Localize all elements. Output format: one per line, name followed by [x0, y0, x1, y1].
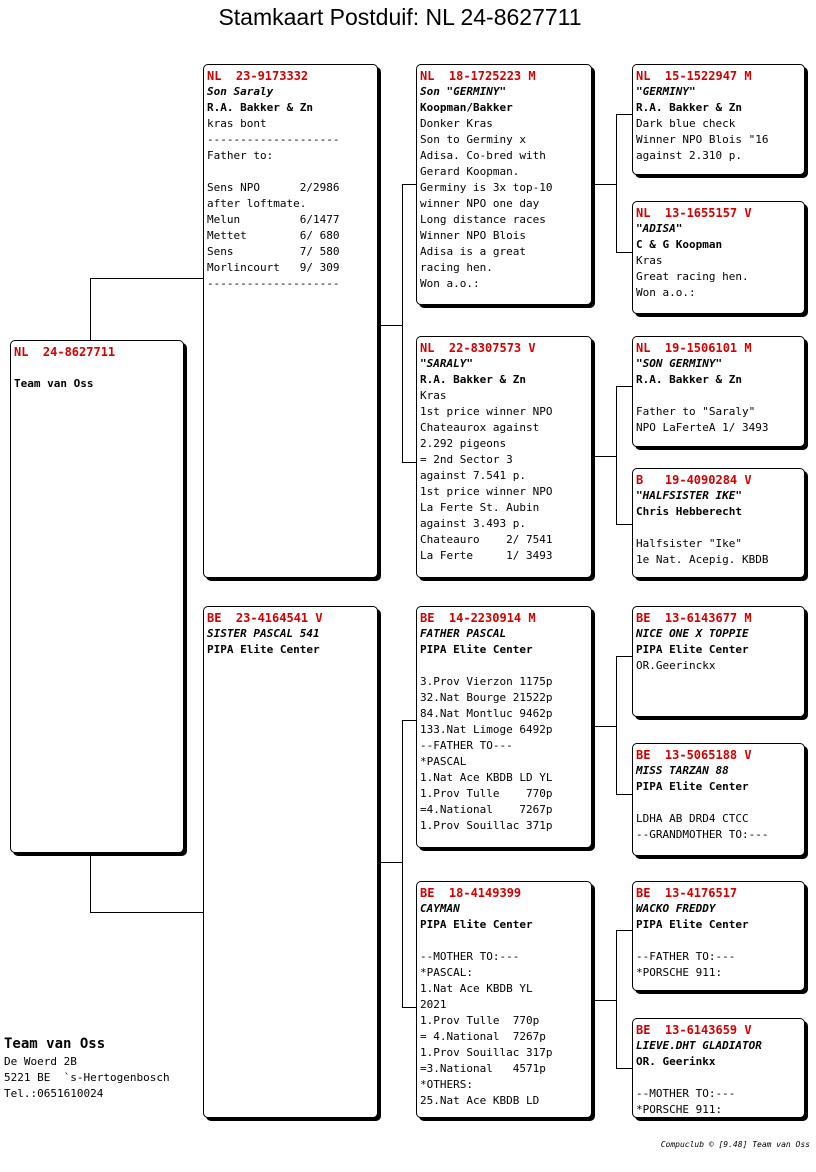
note-line: --GRANDMOTHER TO:--- — [636, 828, 769, 841]
note-line: kras bont — [207, 117, 267, 130]
note-line: Gerard Koopman. — [420, 165, 520, 178]
connector-line — [616, 386, 632, 387]
note-line: against 3.493 p. — [420, 517, 526, 530]
note-line: 1.Prov Tulle 770p — [420, 787, 553, 800]
note-line: racing hen. — [420, 261, 493, 274]
pedigree-notes — [636, 933, 801, 981]
pigeon-card-ds-sire[interactable] — [632, 606, 805, 717]
note-line: Halfsister "Ike" — [636, 537, 742, 550]
breeder-info — [4, 1034, 170, 1102]
pigeon-name: WACKO FREDDY — [636, 902, 716, 915]
pigeon-name: LIEVE.DHT GLADIATOR — [636, 1039, 762, 1052]
ring-number: BE 13-6143677 M — [636, 611, 752, 625]
note-line: OR.Geerinckx — [636, 659, 716, 672]
note-line — [636, 933, 801, 949]
owner-name: R.A. Bakker & Zn — [636, 373, 742, 386]
note-line: Won a.o.: — [420, 277, 480, 290]
pedigree-notes — [636, 520, 801, 568]
pigeon-card-dam-sire[interactable] — [416, 606, 592, 848]
connector-line — [616, 114, 617, 252]
note-line: Sens NPO 2/2986 — [207, 181, 340, 194]
pigeon-card-sd-dam[interactable] — [632, 468, 805, 578]
pigeon-card-sd-sire[interactable] — [632, 336, 805, 447]
note-line: 1.Prov Souillac 371p — [420, 819, 553, 832]
connector-line — [402, 184, 417, 185]
note-line: --FATHER TO--- — [420, 739, 513, 752]
note-line: Long distance races — [420, 213, 546, 226]
note-line: 133.Nat Limoge 6492p — [420, 723, 553, 736]
connector-line — [616, 386, 617, 524]
note-line: La Ferte 1/ 3493 — [420, 549, 553, 562]
pigeon-card-sire-sire[interactable] — [416, 64, 592, 305]
note-line: 32.Nat Bourge 21522p — [420, 691, 553, 704]
connector-line — [616, 656, 617, 794]
note-line: 1e Nat. Acepig. KBDB — [636, 553, 769, 566]
note-line: NPO LaFerteA 1/ 3493 — [636, 421, 769, 434]
owner-name: PIPA Elite Center — [636, 643, 749, 656]
pigeon-card-dd-sire[interactable] — [632, 881, 805, 991]
pigeon-name: MISS TARZAN 88 — [636, 764, 729, 777]
pedigree-notes — [420, 388, 588, 564]
pigeon-card-subject[interactable] — [10, 340, 184, 853]
pigeon-card-ss-dam[interactable] — [632, 201, 805, 314]
pigeon-name: Son Saraly — [207, 85, 274, 98]
owner-name: PIPA Elite Center — [420, 643, 533, 656]
note-line: against 7.541 p. — [420, 469, 526, 482]
pigeon-name: CAYMAN — [420, 902, 460, 915]
connector-line — [90, 278, 91, 340]
note-line — [207, 164, 374, 180]
note-line — [636, 388, 801, 404]
connector-line — [616, 930, 632, 931]
note-line: *PORSCHE 911: — [636, 966, 723, 979]
connector-line — [402, 720, 417, 721]
note-line: Kras — [636, 254, 663, 267]
pigeon-card-ds-dam[interactable] — [632, 743, 805, 856]
owner-name: R.A. Bakker & Zn — [636, 101, 742, 114]
note-line: La Ferte St. Aubin — [420, 501, 540, 514]
note-line — [636, 1070, 801, 1086]
owner-name: OR. Geerinkx — [636, 1055, 716, 1068]
ring-number: B 19-4090284 V — [636, 473, 752, 487]
note-line: Winner NPO Blois "16 — [636, 133, 769, 146]
pigeon-card-dam[interactable] — [203, 606, 378, 1118]
note-line: Donker Kras — [420, 117, 493, 130]
connector-line — [402, 1007, 417, 1008]
pedigree-notes — [420, 933, 588, 1109]
note-line: =4.National 7267p — [420, 803, 553, 816]
note-line: Son to Germiny x — [420, 133, 526, 146]
pedigree-notes — [420, 116, 588, 292]
connector-line — [90, 912, 204, 913]
connector-line — [616, 524, 632, 525]
pigeon-name: SISTER PASCAL 541 — [207, 627, 320, 640]
connector-line — [402, 462, 417, 463]
note-line — [636, 520, 801, 536]
note-line: 1st price winner NPO — [420, 405, 553, 418]
note-line: =3.National 4571p — [420, 1062, 546, 1075]
note-line: Adisa. Co-bred with — [420, 149, 546, 162]
pigeon-name: "HALFSISTER IKE" — [636, 489, 742, 502]
note-line: 1.Prov Tulle 770p — [420, 1014, 540, 1027]
ring-number: BE 13-6143659 V — [636, 1023, 752, 1037]
pedigree-notes — [636, 116, 801, 164]
note-line: Sens 7/ 580 — [207, 245, 340, 258]
pigeon-name: Son "GERMINY" — [420, 85, 507, 98]
note-line: Father to: — [207, 149, 274, 162]
owner-name: PIPA Elite Center — [420, 918, 533, 931]
pedigree-notes — [636, 1070, 801, 1118]
pedigree-notes — [636, 658, 801, 674]
connector-line — [616, 930, 617, 1068]
pigeon-card-sire[interactable] — [203, 64, 378, 578]
pigeon-card-dd-dam[interactable] — [632, 1018, 805, 1118]
breeder-phone: Tel.:0651610024 — [4, 1087, 104, 1100]
breeder-name: Team van Oss — [4, 1036, 106, 1052]
note-line: Great racing hen. — [636, 270, 749, 283]
page-title: Stamkaart Postduif: NL 24-8627711 — [218, 4, 582, 30]
pigeon-name: "SARALY" — [420, 357, 473, 370]
ring-number: NL 15-1522947 M — [636, 69, 752, 83]
note-line: Won a.o.: — [636, 286, 696, 299]
note-line: = 2nd Sector 3 — [420, 453, 513, 466]
connector-line — [402, 720, 403, 1007]
note-line: *PORSCHE 911: — [636, 1103, 723, 1116]
owner-name: PIPA Elite Center — [207, 643, 320, 656]
owner-name: Team van Oss — [14, 377, 94, 390]
note-line: Dark blue check — [636, 117, 736, 130]
connector-line — [592, 1000, 616, 1001]
connector-line — [616, 114, 632, 115]
note-line: Chateaurox against — [420, 421, 540, 434]
note-line: -------------------- — [207, 133, 340, 146]
connector-line — [592, 184, 616, 185]
note-line: 2021 — [420, 998, 447, 1011]
owner-name: R.A. Bakker & Zn — [207, 101, 313, 114]
breeder-address: De Woerd 2B — [4, 1055, 77, 1068]
ring-number: NL 24-8627711 — [14, 345, 116, 359]
note-line: --FATHER TO:--- — [636, 950, 736, 963]
pigeon-name: "GERMINY" — [636, 85, 696, 98]
note-line: 1.Nat Ace KBDB YL — [420, 982, 533, 995]
breeder-city: 5221 BE `s-Hertogenbosch — [4, 1071, 170, 1084]
pigeon-name: "SON GERMINY" — [636, 357, 723, 370]
pigeon-card-sire-dam[interactable] — [416, 336, 592, 578]
owner-name: C & G Koopman — [636, 238, 723, 251]
note-line: 84.Nat Montluc 9462p — [420, 707, 553, 720]
connector-line — [616, 656, 632, 657]
note-line: Kras — [420, 389, 447, 402]
note-line: --MOTHER TO:--- — [420, 950, 520, 963]
note-line: --MOTHER TO:--- — [636, 1087, 736, 1100]
ring-number: BE 14-2230914 M — [420, 611, 536, 625]
note-line: Mettet 6/ 680 — [207, 229, 340, 242]
note-line: Morlincourt 9/ 309 — [207, 261, 340, 274]
note-line: LDHA AB DRD4 CTCC — [636, 812, 749, 825]
connector-line — [90, 278, 204, 279]
note-line: -------------------- — [207, 277, 340, 290]
note-line: Winner NPO Blois — [420, 229, 526, 242]
note-line: 1.Nat Ace KBDB LD YL — [420, 771, 553, 784]
note-line — [636, 795, 801, 811]
note-line: 1.Prov Souillac 317p — [420, 1046, 553, 1059]
note-line: 3.Prov Vierzon 1175p — [420, 675, 553, 688]
pedigree-notes — [636, 795, 801, 843]
owner-name: PIPA Elite Center — [636, 918, 749, 931]
note-line: Melun 6/1477 — [207, 213, 340, 226]
connector-line — [616, 794, 632, 795]
note-line: 25.Nat Ace KBDB LD — [420, 1094, 540, 1107]
spacer — [14, 360, 180, 376]
note-line: = 4.National 7267p — [420, 1030, 546, 1043]
note-line: 1st price winner NPO — [420, 485, 553, 498]
connector-line — [592, 456, 616, 457]
pedigree-notes — [636, 253, 801, 301]
pedigree-notes — [207, 116, 374, 292]
note-line: 2.292 pigeons — [420, 437, 507, 450]
ring-number: BE 13-4176517 — [636, 886, 738, 900]
owner-name: Chris Hebberecht — [636, 505, 742, 518]
connector-line — [90, 853, 91, 912]
connector-line — [616, 1068, 632, 1069]
connector-line — [592, 726, 616, 727]
connector-line — [616, 252, 632, 253]
connector-line — [378, 325, 402, 326]
ring-number: NL 19-1506101 M — [636, 341, 752, 355]
ring-number: NL 22-8307573 V — [420, 341, 536, 355]
note-line: against 2.310 p. — [636, 149, 742, 162]
owner-name: PIPA Elite Center — [636, 780, 749, 793]
note-line: Adisa is a great — [420, 245, 526, 258]
owner-name: R.A. Bakker & Zn — [420, 373, 526, 386]
note-line: Germiny is 3x top-10 — [420, 181, 553, 194]
pigeon-name: NICE ONE X TOPPIE — [636, 627, 749, 640]
note-line — [420, 658, 588, 674]
owner-name: Koopman/Bakker — [420, 101, 513, 114]
ring-number: BE 23-4164541 V — [207, 611, 323, 625]
footer-credit: Compuclub © [9.48] Team van Oss — [660, 1140, 810, 1149]
pedigree-notes — [420, 658, 588, 834]
note-line: *PASCAL — [420, 755, 467, 768]
note-line: *OTHERS: — [420, 1078, 473, 1091]
ring-number: BE 18-4149399 — [420, 886, 522, 900]
ring-number: NL 13-1655157 V — [636, 206, 752, 220]
note-line: Chateauro 2/ 7541 — [420, 533, 553, 546]
note-line: *PASCAL: — [420, 966, 473, 979]
connector-line — [378, 862, 402, 863]
note-line: Father to "Saraly" — [636, 405, 756, 418]
ring-number: NL 23-9173332 — [207, 69, 309, 83]
pigeon-card-dam-dam[interactable] — [416, 881, 592, 1118]
note-line: after loftmate. — [207, 197, 307, 210]
note-line — [420, 933, 588, 949]
ring-number: BE 13-5065188 V — [636, 748, 752, 762]
note-line: winner NPO one day — [420, 197, 540, 210]
pigeon-name: FATHER PASCAL — [420, 627, 507, 640]
pedigree-notes — [636, 388, 801, 436]
ring-number: NL 18-1725223 M — [420, 69, 536, 83]
pigeon-card-ss-sire[interactable] — [632, 64, 805, 175]
connector-line — [402, 184, 403, 462]
pigeon-name: "ADISA" — [636, 222, 683, 235]
